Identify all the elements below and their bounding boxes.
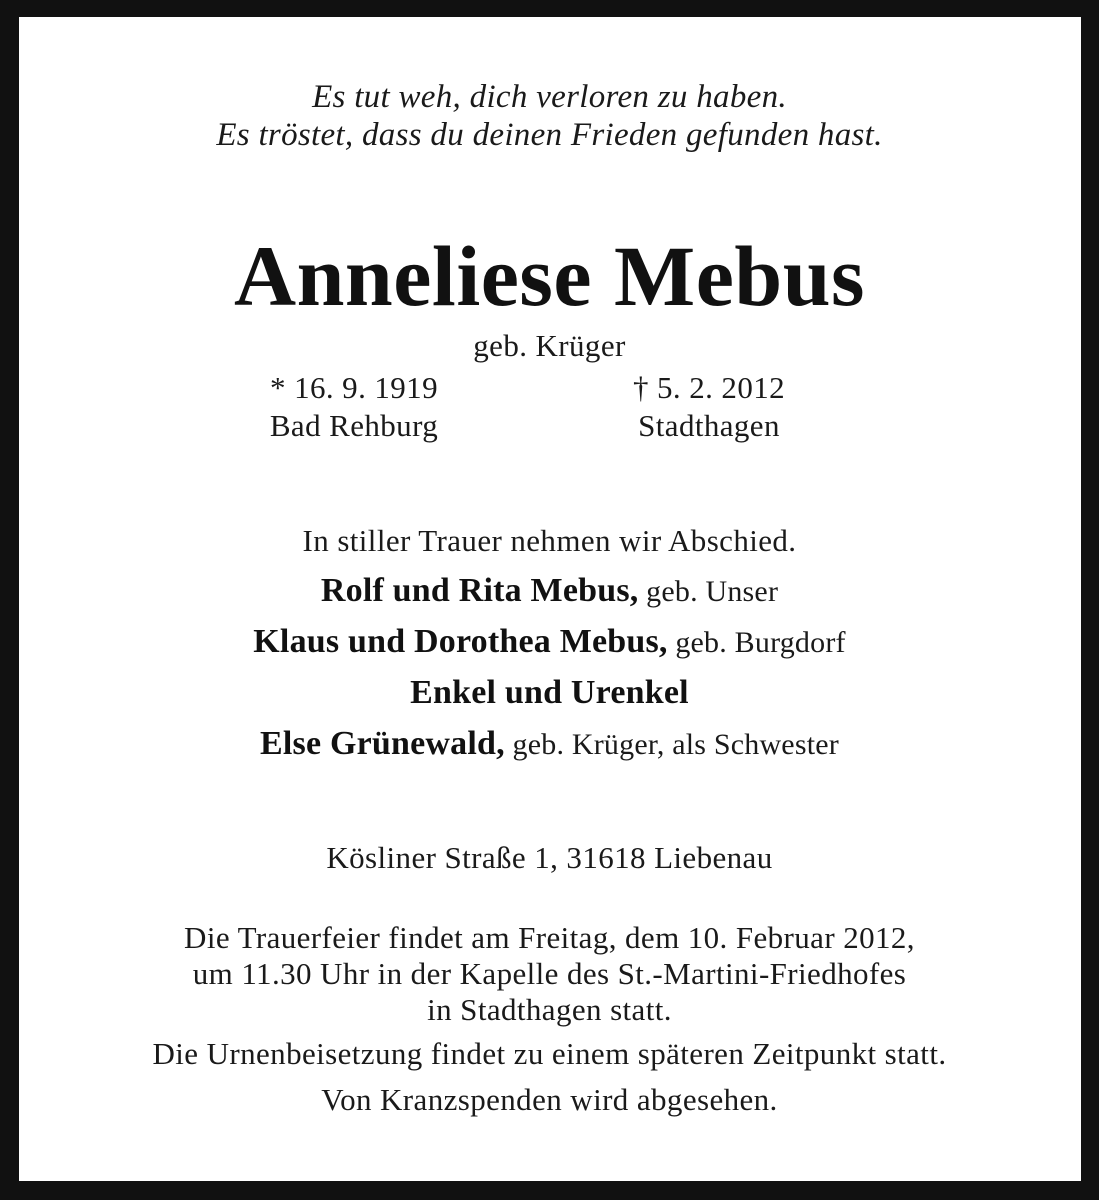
mourner-suffix: geb. Krüger, als Schwester: [504, 728, 839, 761]
death-date: † 5. 2. 2012: [632, 370, 786, 405]
deceased-name: Anneliese Mebus: [234, 228, 865, 324]
birth-place: Bad Rehburg: [269, 408, 439, 443]
mourner-name: Enkel und Urenkel: [410, 674, 689, 711]
birth-date: * 16. 9. 1919: [270, 370, 438, 405]
address: Kösliner Straße 1, 31618 Liebenau: [326, 840, 773, 875]
mourner-entry: [0, 623, 1099, 662]
ceremony-line-2: um 11.30 Uhr in der Kapelle des St.-Martini-Friedhofes: [192, 956, 907, 991]
ceremony-line-1: Die Trauerfeier findet am Freitag, dem 10. Februar 2012,: [184, 920, 915, 955]
wreaths-note: Von Kranzspenden wird abgesehen.: [321, 1082, 778, 1117]
mourner-entry: [0, 572, 1099, 611]
maiden-name: geb. Krüger: [473, 328, 626, 363]
mourner-name: Rolf und Rita Mebus,: [320, 572, 639, 609]
urn-burial-note: Die Urnenbeisetzung findet zu einem späteren Zeitpunkt statt.: [152, 1036, 947, 1071]
motto-line-2: Es tröstet, dass du deinen Frieden gefunden hast.: [216, 117, 883, 153]
mourner-entry: [0, 725, 1099, 764]
mourner-suffix: geb. Unser: [638, 575, 779, 608]
mourner-entry: [0, 674, 1099, 713]
mourner-name: Klaus und Dorothea Mebus,: [253, 623, 668, 660]
motto-line-1: Es tut weh, dich verloren zu haben.: [312, 79, 787, 115]
mourner-name: Else Grünewald,: [260, 725, 505, 762]
mourner-suffix: geb. Burgdorf: [667, 626, 846, 659]
ceremony-line-3: in Stadthagen statt.: [427, 992, 672, 1027]
death-place: Stadthagen: [638, 408, 780, 443]
mourning-line: In stiller Trauer nehmen wir Abschied.: [302, 523, 797, 558]
